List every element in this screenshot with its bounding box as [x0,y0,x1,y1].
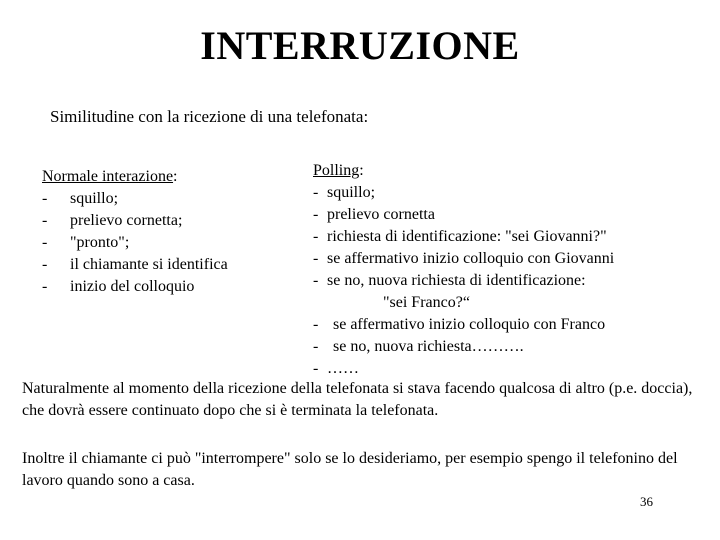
paragraph-inoltre: Inoltre il chiamante ci può "interrompere" solo se lo desideriamo, per esempio spengo il telefonino del lavoro quando sono a casa. [22,450,678,489]
list-item-text: …… [327,360,359,377]
list-item-text: se affermativo inizio colloquio con Giovanni [327,250,615,267]
list-item [42,232,228,254]
page-number: 36 [640,494,653,509]
list-item-text: prelievo cornetta; [70,212,183,229]
list-item-text: se no, nuova richiesta di identificazione: [327,272,586,289]
list-item-text: squillo; [327,184,376,201]
subtitle: Similitudine con la ricezione di una telefonata: [50,107,369,126]
list-item [313,358,614,380]
bullet-dash: - [313,184,319,201]
list-item-text: se no, nuova richiesta………. [333,338,524,355]
list-item-continuation: "sei Franco?“ [383,294,470,311]
list-item [313,204,614,226]
list-item-text: il chiamante si identifica [70,256,228,273]
list-item-text: squillo; [70,190,119,207]
bullet-dash: - [42,278,48,295]
bullet-dash: - [313,228,319,245]
left-heading-line [42,166,228,188]
left-heading-colon: : [173,168,178,185]
bullet-dash: - [42,190,48,207]
list-item [313,336,614,358]
list-item-text: richiesta di identificazione: "sei Giovanni?" [327,228,607,245]
list-item-text: inizio del colloquio [70,278,195,295]
bullet-dash: - [42,256,48,273]
list-item [313,182,614,204]
bullet-dash: - [313,316,319,333]
list-item [42,188,228,210]
list-item-text: se affermativo inizio colloquio con Franco [333,316,606,333]
right-heading-colon: : [359,162,364,179]
bullet-dash: - [313,206,319,223]
bullet-dash: - [313,250,319,267]
left-heading: Normale interazione [42,168,174,185]
paragraph-naturalmente: Naturalmente al momento della ricezione della telefonata si stava facendo qualcosa di altro (p.e. doccia), che dovrà essere continuato dopo che si è terminata la telefonata. [22,380,693,419]
bullet-dash: - [42,234,48,251]
list-item [42,210,228,232]
slide-title: INTERRUZIONE [200,23,520,68]
list-item [313,314,614,336]
list-item-text: "pronto"; [70,234,130,251]
bullet-dash: - [313,360,319,377]
list-item [42,276,228,298]
bullet-dash: - [313,272,319,289]
right-heading: Polling [313,162,360,179]
right-heading-line [313,160,614,182]
right-column [313,160,614,380]
list-item [313,248,614,270]
list-item [313,226,614,248]
list-item [42,254,228,276]
bullet-dash: - [42,212,48,229]
list-item [313,270,614,292]
bullet-dash: - [313,338,319,355]
left-column [42,166,228,298]
list-item-text: prelievo cornetta [327,206,435,223]
